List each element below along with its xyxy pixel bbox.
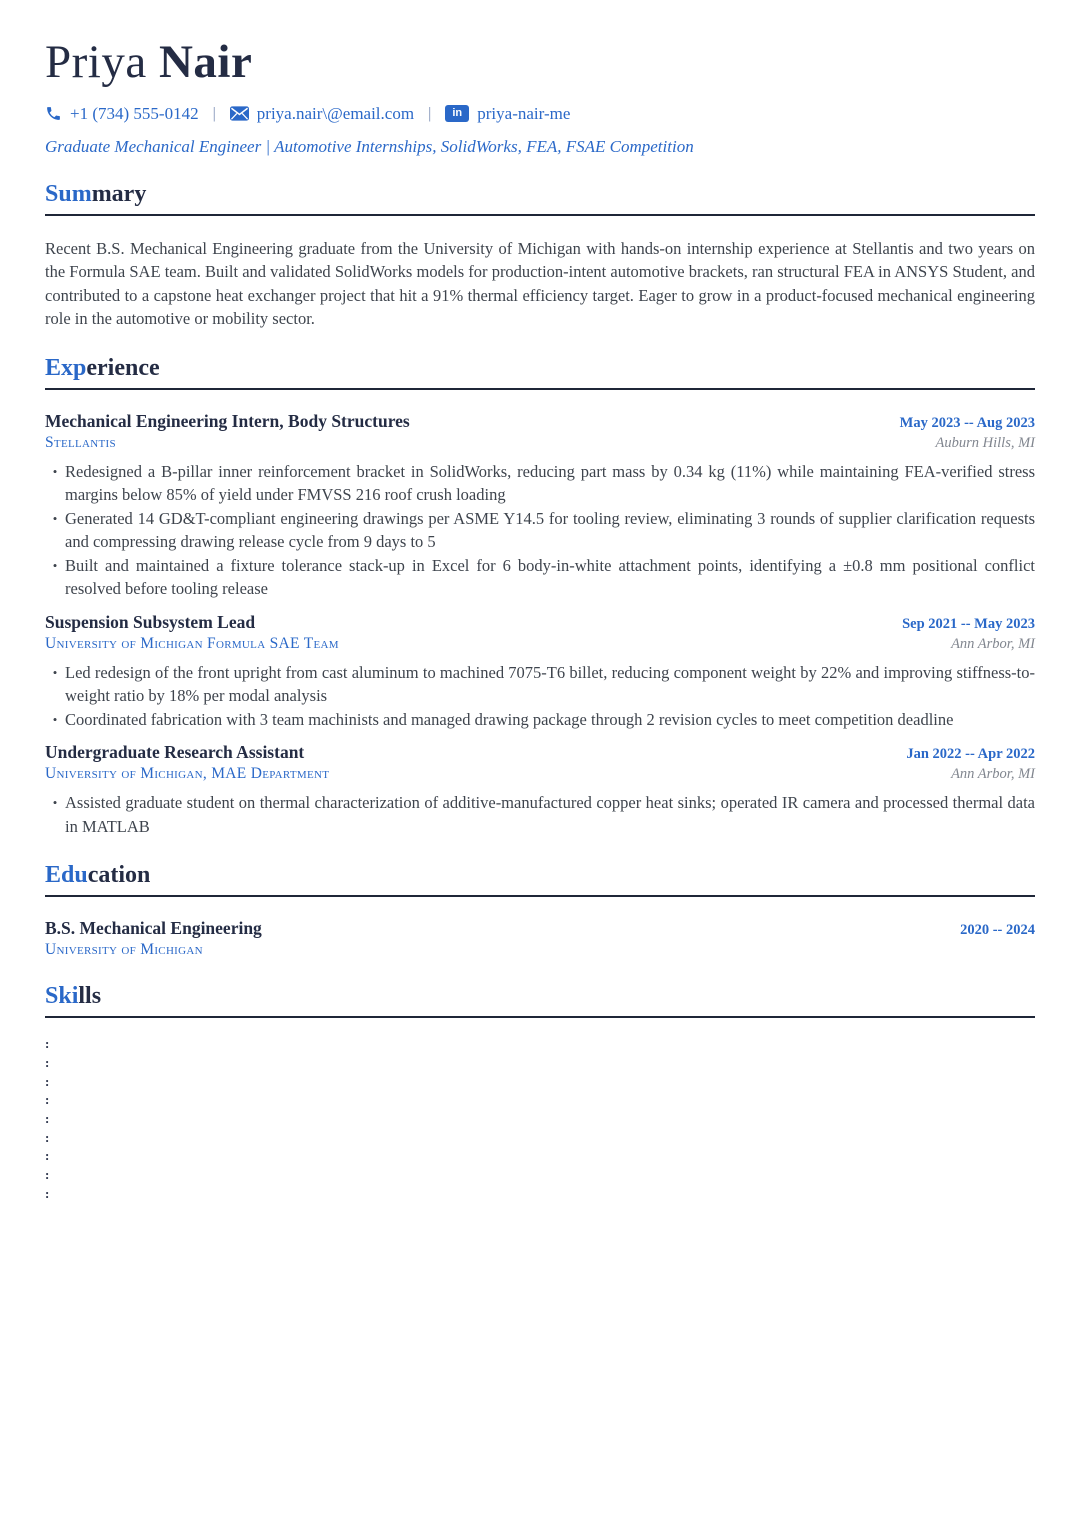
section-education (45, 862, 1035, 959)
section-summary (45, 181, 1035, 331)
job-location: Ann Arbor, MI (951, 635, 1035, 652)
resume-header (45, 36, 1035, 157)
experience-entry (45, 612, 1035, 732)
skill-line: : (45, 1110, 50, 1126)
phone-icon (45, 105, 62, 122)
section-experience (45, 355, 1035, 839)
contact-separator: | (428, 104, 432, 122)
bullet-text: Built and maintained a fixture tolerance stack-up in Excel for 6 body-in-white attachment points, identifying a ±0.8 mm positional conflict resolved before tooling release (65, 555, 1035, 599)
bullet-item (45, 791, 1035, 838)
bullet-item (45, 661, 1035, 708)
job-dates: Sep 2021 -- May 2023 (902, 615, 1035, 632)
bullet-item (45, 554, 1035, 601)
skill-line: : (45, 1036, 50, 1052)
bullet-dot: • (52, 795, 58, 811)
summary-heading (45, 181, 1035, 216)
job-company: University of Michigan Formula SAE Team (45, 634, 339, 652)
job-bullets (45, 460, 1035, 601)
heading-rest: cation (87, 862, 151, 889)
skill-line: : (45, 1167, 50, 1183)
phone-link[interactable] (45, 104, 199, 124)
heading-accent: Sum (45, 180, 92, 207)
first-name: Priya (45, 36, 147, 88)
skill-line: : (45, 1129, 50, 1145)
bullet-dot: • (52, 510, 58, 526)
heading-accent: Edu (45, 862, 88, 889)
heading-rest: lls (78, 983, 102, 1010)
heading-accent: Exp (45, 354, 87, 381)
linkedin-handle: priya-nair-me (477, 103, 571, 123)
skill-line: : (45, 1054, 50, 1070)
skill-line: : (45, 1185, 50, 1201)
education-entry (45, 918, 1035, 959)
skills-list (45, 1035, 1035, 1203)
bullet-item (45, 708, 1035, 732)
contact-separator: | (212, 104, 216, 122)
job-dates: May 2023 -- Aug 2023 (899, 414, 1035, 431)
experience-entries (45, 411, 1035, 839)
education-heading (45, 862, 1035, 897)
bullet-dot: • (52, 711, 58, 727)
job-title: Suspension Subsystem Lead (45, 611, 256, 632)
job-bullets (45, 791, 1035, 838)
experience-heading (45, 355, 1035, 390)
phone-number: +1 (734) 555-0142 (70, 103, 199, 123)
person-name (45, 36, 1035, 89)
degree-dates: 2020 -- 2024 (960, 922, 1035, 939)
skill-line: : (45, 1148, 50, 1164)
bullet-dot: • (52, 463, 58, 479)
heading-accent: Ski (45, 983, 79, 1010)
job-dates: Jan 2022 -- Apr 2022 (906, 746, 1035, 763)
email-address: priya.nair\@email.com (256, 103, 415, 123)
bullet-item (45, 460, 1035, 507)
contact-row (45, 104, 1035, 124)
bullet-dot: • (52, 557, 58, 573)
experience-entry (45, 411, 1035, 601)
experience-entry (45, 742, 1035, 838)
degree-title: B.S. Mechanical Engineering (45, 918, 262, 939)
skill-line: : (45, 1092, 50, 1108)
school-name: University of Michigan (45, 941, 203, 959)
job-company: Stellantis (45, 433, 116, 451)
job-title: Undergraduate Research Assistant (45, 742, 305, 763)
bullet-text: Coordinated fabrication with 3 team machinists and managed drawing package through 2 revision cycles to meet competition deadline (65, 709, 954, 729)
skills-heading (45, 983, 1035, 1018)
bullet-item (45, 507, 1035, 554)
bullet-text: Led redesign of the front upright from cast aluminum to machined 7075-T6 billet, reducing component weight by 22% and improving stiffness-to-weight ratio by 18% per modal analysis (65, 662, 1035, 706)
skill-line: : (45, 1073, 50, 1089)
bullet-text: Redesigned a B-pillar inner reinforcement bracket in SolidWorks, reducing part mass by 0.34 kg (11%) while maintaining FEA-verified stress margins below 85% of yield under FMVSS 216 roof crush loading (65, 461, 1035, 505)
tagline: Graduate Mechanical Engineer | Automotive Internships, SolidWorks, FEA, FSAE Competition (45, 136, 694, 156)
job-location: Ann Arbor, MI (951, 766, 1035, 783)
linkedin-icon: in (445, 105, 469, 122)
linkedin-link[interactable] (445, 104, 570, 124)
last-name: Nair (158, 36, 253, 88)
job-bullets (45, 661, 1035, 732)
job-location: Auburn Hills, MI (935, 434, 1035, 451)
bullet-text: Assisted graduate student on thermal characterization of additive-manufactured copper heat sinks; operated IR camera and processed thermal data in MATLAB (65, 793, 1035, 836)
heading-rest: erience (86, 354, 160, 381)
mail-icon (230, 106, 249, 121)
section-skills (45, 983, 1035, 1203)
job-title: Mechanical Engineering Intern, Body Structures (45, 410, 410, 431)
bullet-dot: • (52, 664, 58, 680)
job-company: University of Michigan, MAE Department (45, 765, 330, 783)
bullet-text: Generated 14 GD&T-compliant engineering drawings per ASME Y14.5 for tooling review, eliminating 3 rounds of supplier clarification requests and compressing drawing release cycle from 9 days to 5 (65, 508, 1035, 552)
heading-rest: mary (91, 180, 147, 207)
summary-paragraph: Recent B.S. Mechanical Engineering graduate from the University of Michigan with hands-on internship experience at Stellantis and two years on the Formula SAE team. Built and validated SolidWorks models for production-intent automotive brackets, ran structural FEA in ANSYS Student, and contributed to a capstone heat exchanger project that hit a 91% thermal efficiency target. Eager to grow in a product-focused mechanical engineering role in the automotive or mobility sector. (45, 238, 1035, 329)
email-link[interactable] (230, 104, 414, 124)
